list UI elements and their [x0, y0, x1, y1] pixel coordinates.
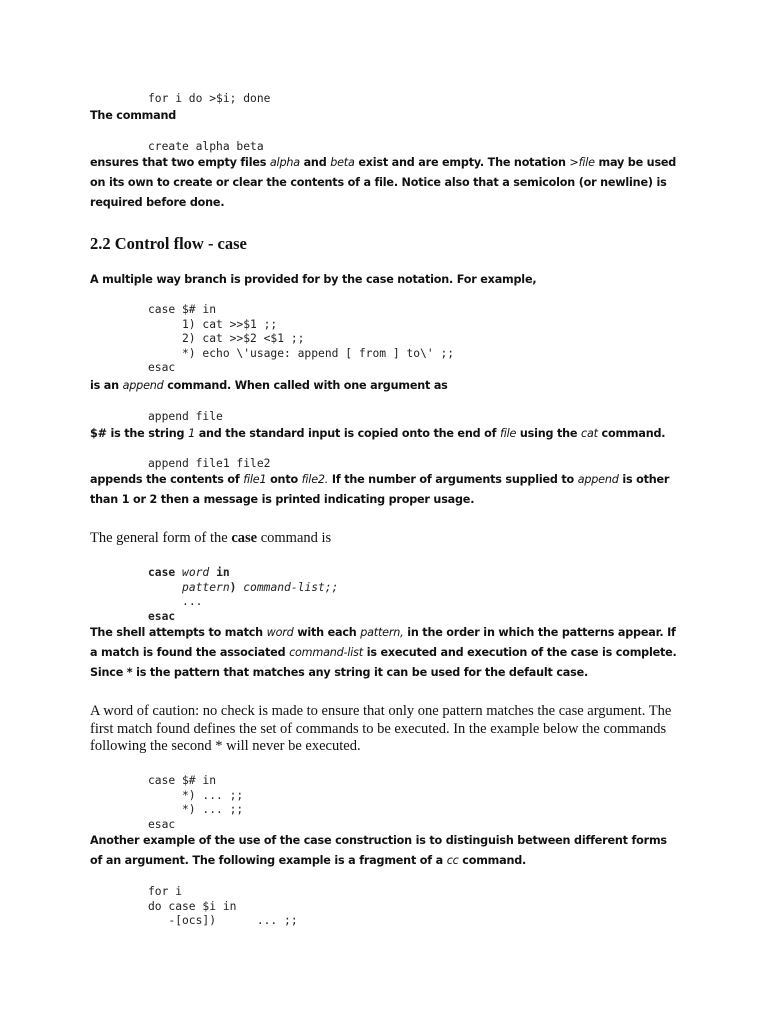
paragraph-caution: A word of caution: no check is made to ensure that only one pattern matches the case argument. The first match found defines the set of commands to be executed. In the example below the commands following the second * will never be executed.: [90, 703, 672, 754]
paragraph-multiway: A multiple way branch is provided for by the case notation. For example,: [90, 273, 537, 286]
code-cc-fragment: for i do case $i in -[ocs]) ... ;;: [148, 885, 298, 928]
code-create: create alpha beta: [148, 140, 264, 153]
paragraph-general-form: The general form of the case command is: [90, 530, 332, 546]
code-append-file: append file: [148, 410, 223, 423]
paragraph-the-command: The command: [90, 109, 177, 122]
code-case-caution: case $# in *) ... ;; *) ... ;; esac: [148, 774, 244, 831]
paragraph-shell-attempts: The shell attempts to match word with each pattern, in the order in which the patterns appear. If a match is found the associated command-list is executed and execution of the case is complete. Since * is the pattern that matches any string it can be used for the default case.: [90, 626, 677, 679]
code-for-loop: for i do >$i; done: [148, 92, 271, 105]
paragraph-append: is an append command. When called with one argument as: [90, 379, 448, 392]
paragraph-string-one: $# is the string 1 and the standard input is copied onto the end of file using the cat command.: [90, 427, 666, 440]
section-heading: 2.2 Control flow - case: [90, 234, 247, 253]
paragraph-ensures: ensures that two empty files alpha and beta exist and are empty. The notation >file may be used on its own to create or clear the contents of a file. Notice also that a semicolon (or newline) is required before done.: [90, 156, 677, 209]
paragraph-another-example: Another example of the use of the case construction is to distinguish between different forms of an argument. The following example is a fragment of a cc command.: [90, 834, 667, 867]
code-general-form: case word in pattern) command-list;; ... esac: [148, 566, 339, 623]
code-append-two: append file1 file2: [148, 457, 271, 470]
paragraph-appends: appends the contents of file1 onto file2. If the number of arguments supplied to append is other than 1 or 2 then a message is printed indicating proper usage.: [90, 473, 670, 506]
code-case-example: case $# in 1) cat >>$1 ;; 2) cat >>$2 <$1 ;; *) echo \'usage: append [ from ] to\' ;; esac: [148, 303, 455, 375]
